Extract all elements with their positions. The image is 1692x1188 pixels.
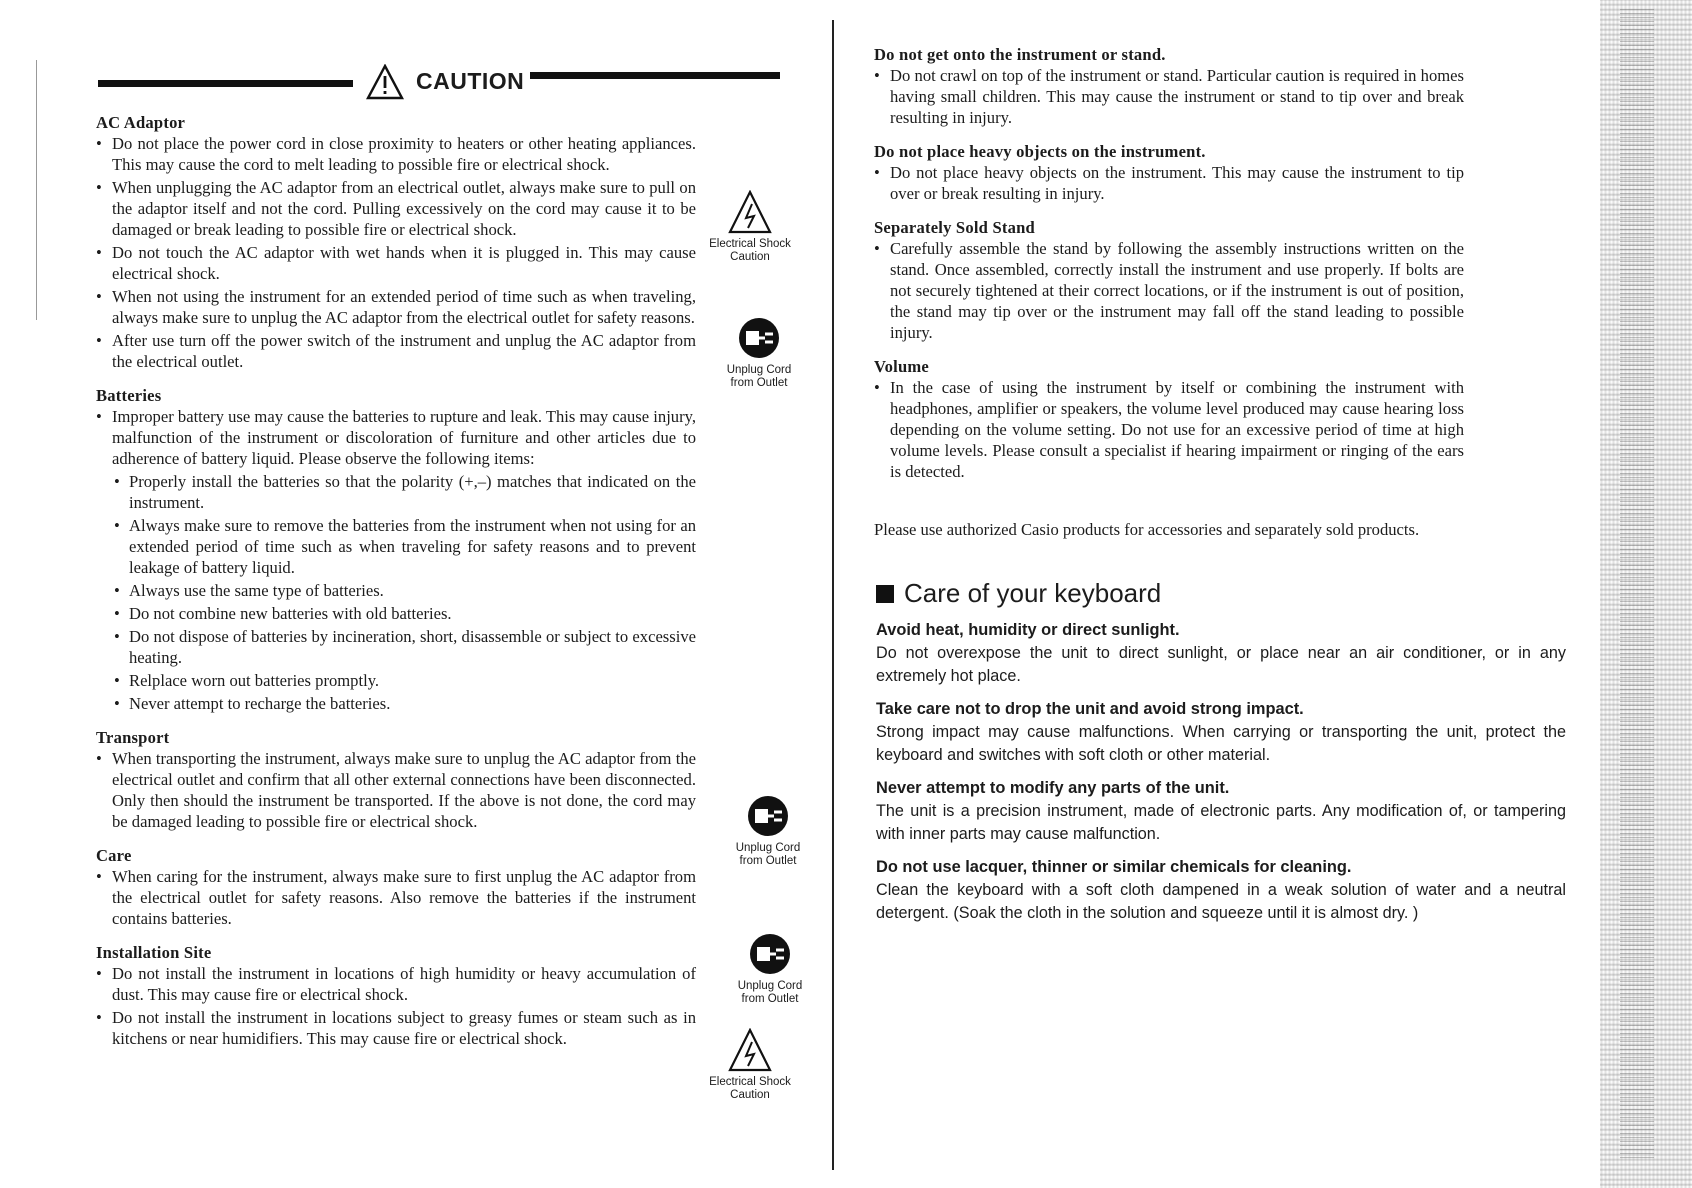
caution-title: CAUTION [416,68,525,94]
care-item [876,779,1566,846]
symbol-label: from Outlet [730,377,788,389]
list-item: • Do not crawl on top of the instrument or stand. Particular caution is required in homes having small children. This may cause the instrument or stand to tip over and break resulting in injury. [874,65,1464,128]
symbol-label: Caution [730,1089,770,1101]
electrical-shock-icon [728,190,772,234]
symbol-label: from Outlet [741,993,799,1005]
header-rule-left [98,80,353,87]
section-volume [874,356,1464,482]
symbol-label: Electrical Shock [709,1076,791,1088]
care-item [876,858,1566,925]
symbol-label: from Outlet [739,855,797,867]
square-bullet-icon [876,585,894,603]
section-heading: Transport [96,728,170,747]
list-item: • Do not touch the AC adaptor with wet hands when it is plugged in. This may cause electrical shock. [96,242,696,284]
sub-list-item: • Relplace worn out batteries promptly. [114,670,696,691]
unplug-cord-symbol [720,932,820,1006]
sub-list-item: • Properly install the batteries so that the polarity (+,–) matches that indicated on the instrument. [114,471,696,513]
section-heading: Installation Site [96,943,212,962]
sub-list-item: • Always use the same type of batteries. [114,580,696,601]
caution-right-column [874,44,1464,495]
left-page [0,0,838,1188]
section-ac-adaptor [96,112,696,372]
symbol-label: Caution [730,251,770,263]
list-item: • When unplugging the AC adaptor from an electrical outlet, always make sure to pull on the adaptor itself and not the cord. Pulling excessively on the cord may cause it to be damaged or break leading to possible fire or electrical shock. [96,177,696,240]
sub-list-item: • Do not dispose of batteries by incineration, short, disassemble or subject to excessive heating. [114,626,696,668]
section-transport [96,727,696,832]
unplug-cord-icon [737,316,781,360]
care-item [876,621,1566,688]
list-item: • Do not install the instrument in locations of high humidity or heavy accumulation of dust. This may cause fire or electrical shock. [96,963,696,1005]
list-item: • Do not place heavy objects on the instrument. This may cause the instrument to tip over or break resulting in injury. [874,162,1464,204]
care-item-text: Strong impact may cause malfunctions. When carrying or transporting the unit, protect the keyboard and switches with soft cloth or other material. [876,723,1566,764]
unplug-cord-symbol [718,794,818,868]
care-title-text: Care of your keyboard [904,578,1162,608]
care-item-text: The unit is a precision instrument, made of electronic parts. Any modification of, or tampering with inner parts may cause malfunction. [876,802,1566,843]
section-heavy-objects [874,141,1464,204]
section-batteries [96,385,696,714]
unplug-cord-icon [746,794,790,838]
section-heading: AC Adaptor [96,113,186,132]
header-rule-right [530,72,780,79]
caution-left-column [96,112,696,1062]
care-item-heading: Do not use lacquer, thinner or similar chemicals for cleaning. [876,858,1352,876]
section-care [96,845,696,929]
sub-list-item: • Do not combine new batteries with old batteries. [114,603,696,624]
symbol-label: Unplug Cord [726,364,792,376]
list-item: • Do not place the power cord in close proximity to heaters or other heating appliances. This may cause the cord to melt leading to possible fire or electrical shock. [96,133,696,175]
list-item: • When transporting the instrument, always make sure to unplug the AC adaptor from the electrical outlet and confirm that all other external connections have been disconnected. Only then should the instrument be transported. If the above is not done, the cord may be damaged leading to possible fire or electrical shock. [96,748,696,832]
section-heading: Care [96,846,132,865]
section-heading: Volume [874,357,929,376]
list-item: • After use turn off the power switch of the instrument and unplug the AC adaptor from the electrical outlet. [96,330,696,372]
caution-header [98,64,780,100]
warning-triangle-icon [366,64,404,100]
section-heading: Do not get onto the instrument or stand. [874,45,1166,64]
list-item: • Carefully assemble the stand by following the assembly instructions written on the stand. Once assembled, correctly install the instrument and use properly. If bolts are not securely tightened at their correct locations, or if the instrument is out of position, the stand may tip over or the instrument may fall off the stand leading to possible injury. [874,238,1464,343]
care-title [876,578,1566,609]
care-item [876,700,1566,767]
unplug-cord-symbol [709,316,809,390]
list-item: • Do not install the instrument in locations subject to greasy fumes or steam such as in kitchens or near humidifiers. This may cause fire or electrical shock. [96,1007,696,1049]
list-item: • Improper battery use may cause the batteries to rupture and leak. This may cause injury, malfunction of the instrument or discoloration of furniture and other articles due to adherence of battery liquid. Please observe the following items: [96,406,696,469]
list-item: • In the case of using the instrument by itself or combining the instrument with headphones, amplifier or speakers, the volume level produced may cause hearing loss depending on the volume setting. Do not use for an excessive period of time at high volume levels. Please consult a specialist if hearing impairment or ringing of the ears is detected. [874,377,1464,482]
care-of-keyboard-section [876,578,1566,937]
care-item-heading: Take care not to drop the unit and avoid strong impact. [876,700,1304,718]
care-item-heading: Avoid heat, humidity or direct sunlight. [876,621,1180,639]
symbol-label: Unplug Cord [737,980,803,992]
unplug-cord-icon [748,932,792,976]
electrical-shock-symbol [700,1028,800,1102]
section-do-not-get-onto [874,44,1464,128]
sub-list-item: • Always make sure to remove the batteries from the instrument when not using for an extended period of time such as when traveling for safety reasons and to prevent leakage of battery liquid. [114,515,696,578]
section-separately-sold-stand [874,217,1464,343]
section-heading: Do not place heavy objects on the instrument. [874,142,1206,161]
section-heading: Separately Sold Stand [874,218,1035,237]
scan-noise-edge [1620,8,1654,1158]
section-heading: Batteries [96,386,162,405]
symbol-label: Unplug Cord [735,842,801,854]
scan-edge-line [36,60,37,320]
accessories-note: Please use authorized Casio products for accessories and separately sold products. [874,520,1420,539]
care-item-text: Do not overexpose the unit to direct sunlight, or place near an air conditioner, or in any extremely hot place. [876,644,1566,685]
section-installation-site [96,942,696,1049]
electrical-shock-icon [728,1028,772,1072]
list-item: • When not using the instrument for an extended period of time such as when traveling, always make sure to unplug the AC adaptor from the electrical outlet for safety reasons. [96,286,696,328]
sub-list-item: • Never attempt to recharge the batteries. [114,693,696,714]
care-item-heading: Never attempt to modify any parts of the unit. [876,779,1230,797]
list-item: • When caring for the instrument, always make sure to first unplug the AC adaptor from the electrical outlet for safety reasons. Also remove the batteries if the instrument contains batteries. [96,866,696,929]
page-gutter [832,20,834,1170]
care-item-text: Clean the keyboard with a soft cloth dampened in a weak solution of water and a neutral detergent. (Soak the cloth in the solution and squeeze until it is almost dry. ) [876,881,1566,922]
right-page [838,0,1692,1188]
symbol-label: Electrical Shock [709,238,791,250]
electrical-shock-symbol [700,190,800,264]
